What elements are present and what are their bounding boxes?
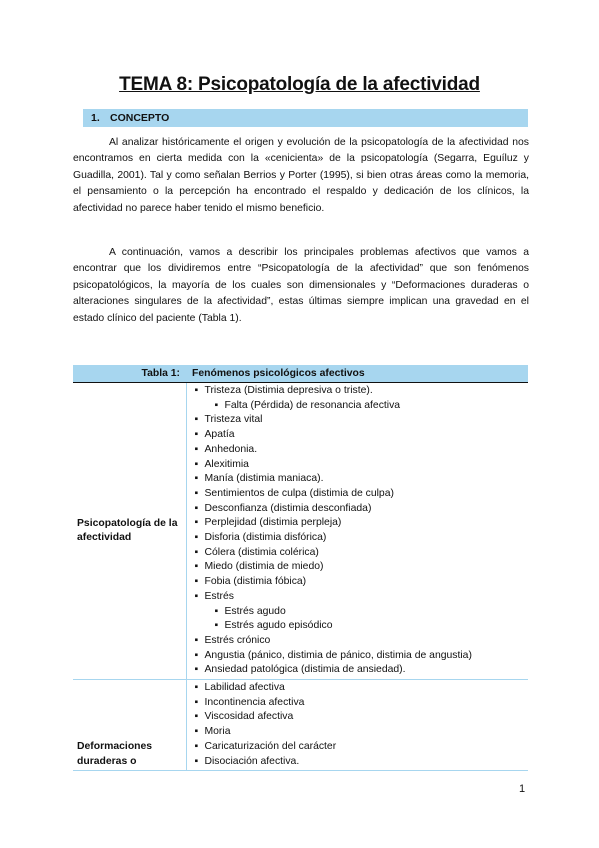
bullet-icon: ▪ [214, 620, 219, 632]
list-item [195, 681, 529, 696]
list-item-text: Falta (Pérdida) de resonancia afectiva [224, 399, 401, 411]
list-item-text: Incontinencia afectiva [204, 696, 305, 708]
list-item [195, 755, 529, 770]
table-caption-label: Tabla 1: [73, 365, 186, 383]
table-caption-title: Fenómenos psicológicos afectivos [186, 365, 528, 383]
list-item [195, 590, 529, 605]
section-label: CONCEPTO [110, 112, 170, 124]
page-title: TEMA 8: Psicopatología de la afectividad [119, 74, 480, 95]
section-number: 1. [91, 112, 100, 124]
bullet-icon: ▪ [194, 634, 199, 646]
list-item [195, 502, 529, 517]
list-item-text: Disociación afectiva. [204, 755, 300, 767]
list-item [195, 546, 529, 561]
list-item-text: Manía (distimia maniaca). [204, 473, 324, 485]
list-item-text: Desconfianza (distimia desconfiada) [204, 502, 372, 514]
list-item-text: Alexitimia [204, 458, 249, 470]
bullet-icon: ▪ [214, 605, 219, 617]
list-item [195, 487, 529, 502]
list-item-text: Apatía [204, 429, 235, 441]
group-label: Deformaciones duraderas o [73, 680, 186, 771]
list-item-text: Fobia (distimia fóbica) [204, 576, 307, 588]
list-item [195, 619, 529, 634]
bullet-icon: ▪ [194, 517, 199, 529]
list-item-text: Tristeza vital [204, 414, 263, 426]
list-item-text: Ansiedad patológica (distimia de ansiedad). [204, 664, 406, 676]
list-item-text: Miedo (distimia de miedo) [204, 561, 324, 573]
list-item [195, 605, 529, 620]
bullet-icon: ▪ [194, 649, 199, 661]
list-item [195, 696, 529, 711]
bullet-icon: ▪ [194, 385, 199, 396]
bullet-icon: ▪ [214, 399, 219, 411]
list-item-text: Viscosidad afectiva [204, 711, 294, 723]
group-items [186, 383, 528, 680]
list-item-text: Angustia (pánico, distimia de pánico, distimia de angustia) [204, 649, 472, 661]
bullet-icon: ▪ [194, 682, 199, 694]
list-item-text: Estrés agudo [224, 605, 286, 617]
table-row [73, 383, 528, 680]
bullet-icon: ▪ [194, 473, 199, 485]
bullet-icon: ▪ [194, 576, 199, 588]
list-item [195, 413, 529, 428]
list-item [195, 575, 529, 590]
bullet-icon: ▪ [194, 696, 199, 708]
list-item-text: Caricaturización del carácter [204, 740, 337, 752]
list-item [195, 443, 529, 458]
list-item-text: Cólera (distimia colérica) [204, 546, 319, 558]
group-items [186, 680, 528, 771]
bullet-icon: ▪ [194, 561, 199, 573]
list-item-text: Tristeza (Distimia depresiva o triste). [204, 385, 373, 396]
bullet-icon: ▪ [194, 502, 199, 514]
list-item [195, 384, 529, 399]
list-item [195, 649, 529, 664]
list-item [195, 710, 529, 725]
paragraph-1: Al analizar históricamente el origen y evolución de la psicopatología de la afectividad nos encontramos en cierta medida con la «cenicienta» de la psicopatología (Segarra, Eguíluz y Guadilla, 2001). Tal y como señalan Berrios y Porter (1995), si bien otras áreas como la memoria, el pensamiento o la percepción ha encontrado el respaldo y dedicación de los clínicos, la afectividad no parece haber tenido el mismo beneficio. [73, 137, 529, 214]
list-item [195, 531, 529, 546]
list-item-text: Moria [204, 726, 231, 738]
list-item [195, 560, 529, 575]
list-item [195, 740, 529, 755]
bullet-icon: ▪ [194, 429, 199, 441]
list-item-text: Estrés agudo episódico [224, 620, 333, 632]
list-item-text: Sentimientos de culpa (distimia de culpa) [204, 487, 394, 499]
list-item [195, 428, 529, 443]
section-heading [83, 109, 528, 127]
page-number: 1 [519, 783, 526, 795]
list-item [195, 472, 529, 487]
list-item-text: Perplejidad (distimia perpleja) [204, 517, 342, 529]
list-item [195, 634, 529, 649]
bullet-icon: ▪ [194, 546, 199, 558]
bullet-icon: ▪ [194, 726, 199, 738]
list-item-text: Anhedonia. [204, 443, 258, 455]
bullet-icon: ▪ [194, 590, 199, 602]
bullet-icon: ▪ [194, 711, 199, 723]
list-item-text: Estrés [204, 590, 234, 602]
bullet-icon: ▪ [194, 740, 199, 752]
list-item-text: Disforia (distimia disfórica) [204, 532, 327, 544]
table-header-row [73, 365, 528, 383]
bullet-icon: ▪ [194, 458, 199, 470]
paragraph-2: A continuación, vamos a describir los principales problemas afectivos que vamos a encontrar que los dividiremos entre “Psicopatología de la afectividad” que son fenómenos psicopatológicos, la mayoría de los cuales son dimensionales y “Deformaciones duraderas o alteraciones singulares de la afectividad”, estas últimas siempre implican una gravedad en el estado clínico del paciente (Tabla 1). [73, 247, 529, 324]
table-row [73, 680, 528, 771]
list-item [195, 399, 529, 414]
bullet-icon: ▪ [194, 487, 199, 499]
bullet-icon: ▪ [194, 664, 199, 676]
bullet-icon: ▪ [194, 414, 199, 426]
list-item [195, 516, 529, 531]
group-label: Psicopatología de la afectividad [73, 383, 186, 680]
list-item [195, 725, 529, 740]
list-item [195, 458, 529, 473]
table-1 [73, 365, 528, 771]
list-item-text: Estrés crónico [204, 634, 271, 646]
list-item-text: Labilidad afectiva [204, 682, 285, 694]
bullet-icon: ▪ [194, 532, 199, 544]
list-item [195, 663, 529, 678]
bullet-icon: ▪ [194, 443, 199, 455]
bullet-icon: ▪ [194, 755, 199, 767]
